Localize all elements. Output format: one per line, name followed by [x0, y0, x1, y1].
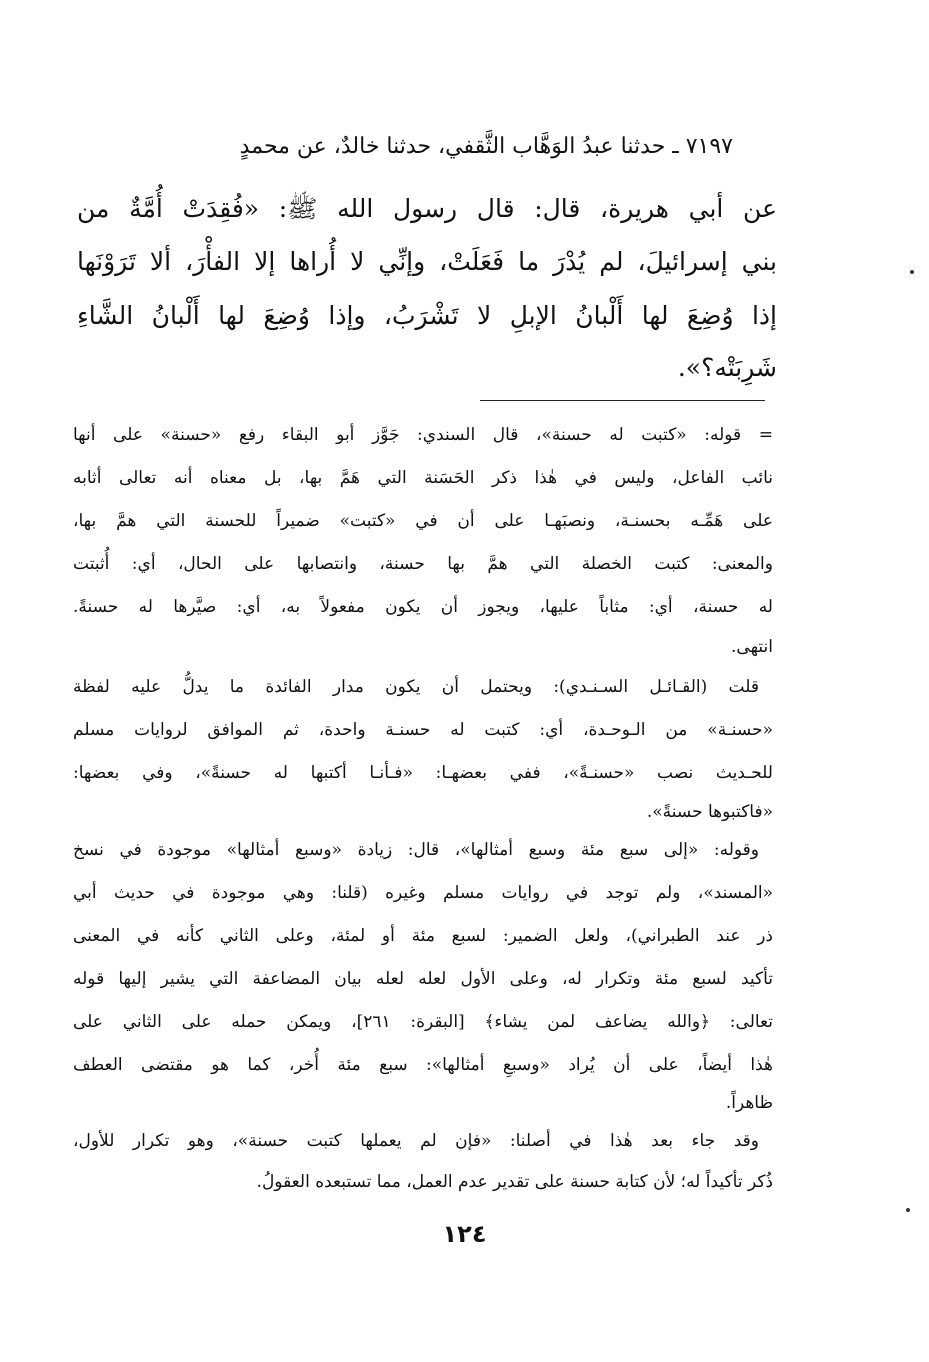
note-line: تعالى: ﴿والله يضاعف لمن يشاء﴾ [البقرة: ٢٦١]، ويمكن حمله على الثاني على — [73, 1012, 773, 1032]
note-line: ذر عند الطبراني)، ولعل الضمير: لسبع مئة أو لمئة، وعلى الثاني كأنه في المعنى — [73, 926, 773, 946]
note-line: والمعنى: كتبت الخصلة التي همَّ بها حسنة، وانتصابها على الحال، أي: أُثبتت — [73, 554, 773, 574]
note-line: للحـديث نصب «حسنـةً»، ففي بعضهـا: «فـأنـا أكتبها له حسنةً»، وفي بعضها: — [73, 763, 773, 783]
hadith-line-2: عن أبي هريرة، قال: قال رسول الله ﷺ: «فُقِدَتْ أُمَّةٌ من — [77, 194, 777, 223]
note-line: «المسند»، ولم توجد في روايات مسلم وغيره (قلنا: وهي موجودة في حديث أبي — [73, 883, 773, 903]
note-line: وقد جاء بعد هٰذا في أصلنا: «فإن لم يعملها كتبت حسنة»، وهو تكرار للأول، — [73, 1131, 759, 1151]
note-line: «حسنـة» من الـوحـدة، أي: كتبت له حسنـة واحدة، ثم الموافق لروايات مسلم — [73, 720, 773, 740]
note-line: قلت (القـائـل السـنـدي): ويحتمل أن يكون مدار الفائدة ما يدلُّ عليه لفظة — [73, 677, 759, 697]
note-line: انتهى. — [731, 637, 773, 657]
note-line: نائب الفاعل، وليس في هٰذا ذكر الحَسَنة التي هَمَّ بها، بل معناه أنه تعالى أثابه — [73, 468, 773, 488]
note-line: = قوله: «كتبت له حسنة»، قال السندي: جَوَّز أبو البقاء رفع «حسنة» على أنها — [73, 425, 773, 445]
hadith-line-1: ٧١٩٧ ـ حدثنا عبدُ الوَهَّاب الثَّقفي، حدثنا خالدٌ، عن محمدٍ — [239, 134, 733, 159]
footnote-separator — [480, 400, 765, 401]
note-line: ظاهراً. — [725, 1093, 773, 1113]
page-number: ١٢٤ — [442, 1220, 487, 1248]
note-line: وقوله: «إلى سبع مئة وسبع أمثالها»، قال: زيادة «وسبع أمثالها» موجودة في نسخ — [73, 840, 759, 860]
note-line: تأكيد لسبع مئة وتكرار له، وعلى الأول لعله لعله بيان المضاعفة التي يشير إليها قوله — [73, 969, 773, 989]
note-line: «فاكتبوها حسنةً». — [646, 802, 773, 822]
note-line: ذُكر تأكيداً له؛ لأن كتابة حسنة على تقدير عدم العمل، مما تستبعده العقولُ. — [256, 1172, 773, 1192]
scan-speck — [906, 1208, 910, 1212]
note-line: له حسنة، أي: مثاباً عليها، ويجوز أن يكون مفعولاً به، أي: صيَّرها له حسنةً. — [73, 597, 773, 617]
scan-speck — [910, 270, 914, 274]
hadith-line-4: إذا وُضِعَ لها أَلْبانُ الإبلِ لا تَشْرَبُ، وإذا وُضِعَ لها أَلْبانُ الشَّاءِ — [77, 301, 777, 330]
hadith-line-3: بني إسرائيلَ، لم يُدْرَ ما فَعَلَتْ، وإنِّي لا أُراها إلا الفأْرَ، ألا تَرَوْنَها — [77, 247, 777, 276]
note-line: على هَمِّـه بحسنـة، ونصبَهـا على أن في «كتبت» ضميراً للحسنة التي همَّ بها، — [73, 511, 773, 531]
note-line: هٰذا أيضاً، على أن يُراد «وسبعِ أمثالها»: سبع مئة أُخر، كما هو مقتضى العطف — [73, 1055, 773, 1075]
hadith-line-5: شَرِبَتْه؟». — [677, 353, 777, 382]
